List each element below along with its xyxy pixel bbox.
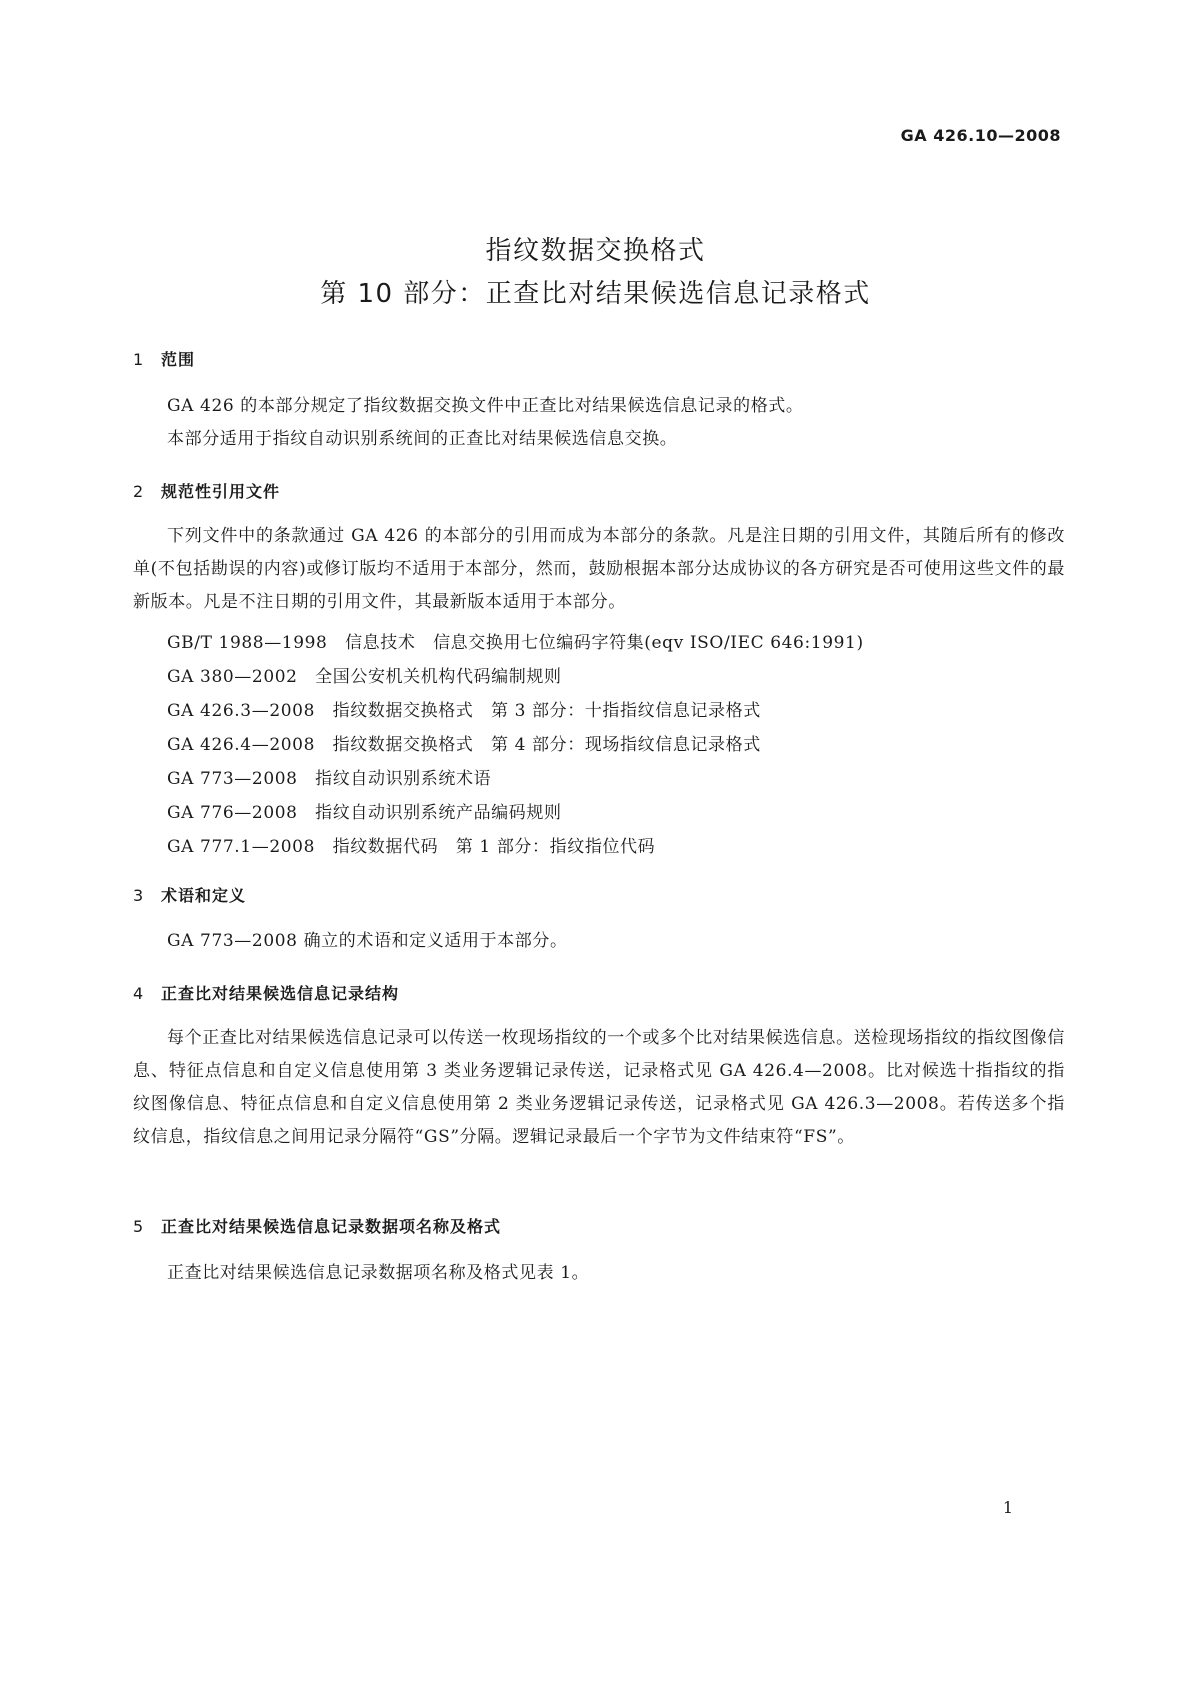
- section-title: 正查比对结果候选信息记录结构: [161, 984, 400, 1003]
- paragraph: 本部分适用于指纹自动识别系统间的正查比对结果候选信息交换。: [167, 429, 678, 449]
- section-heading-4: [133, 981, 399, 1004]
- reference-item: GA 773—2008 指纹自动识别系统术语: [167, 769, 492, 789]
- paragraph: 每个正查比对结果候选信息记录可以传送一枚现场指纹的一个或多个比对结果候选信息。送检现场指纹的指纹图像信息、特征点信息和自定义信息使用第 3 类业务逻辑记录传送，记录格式见 GA 426.4—2008。比对候选十指指纹的指纹图像信息、特征点信息和自定义信息使用第 2 类业务逻辑记录传送，记录格式见 GA 426.3—2008。若传送多个指纹信息，指纹信息之间用记录分隔符“GS”分隔。逻辑记录最后一个字节为文件结束符“FS”。: [133, 1028, 1065, 1147]
- reference-item: GA 776—2008 指纹自动识别系统产品编码规则: [167, 803, 562, 823]
- section-title: 范围: [161, 350, 196, 369]
- section-heading-3: [133, 883, 246, 906]
- section-heading-5: [133, 1214, 501, 1237]
- paragraph: 下列文件中的条款通过 GA 426 的本部分的引用而成为本部分的条款。凡是注日期的引用文件，其随后所有的修改单(不包括勘误的内容)或修订版均不适用于本部分，然而，鼓励根据本部分达成协议的各方研究是否可使用这些文件的最新版本。凡是不注日期的引用文件，其最新版本适用于本部分。: [133, 526, 1065, 612]
- section-title: 规范性引用文件: [161, 482, 281, 501]
- standard-number: GA 426.10—2008: [900, 126, 1061, 145]
- document-title: 指纹数据交换格式: [485, 236, 706, 266]
- section-number: 4: [133, 984, 145, 1003]
- page-number: 1: [1002, 1498, 1013, 1517]
- section-number: 3: [133, 886, 145, 905]
- reference-item: GA 777.1—2008 指纹数据代码 第 1 部分：指纹指位代码: [167, 837, 656, 857]
- document-subtitle: 第 10 部分：正查比对结果候选信息记录格式: [320, 279, 871, 309]
- paragraph: GA 773—2008 确立的术语和定义适用于本部分。: [167, 931, 568, 951]
- reference-item: GB/T 1988—1998 信息技术 信息交换用七位编码字符集(eqv ISO/IEC 646:1991): [167, 633, 864, 653]
- paragraph: 正查比对结果候选信息记录数据项名称及格式见表 1。: [167, 1263, 590, 1283]
- reference-item: GA 380—2002 全国公安机关机构代码编制规则: [167, 667, 562, 687]
- section-title: 术语和定义: [161, 886, 247, 905]
- reference-item: GA 426.3—2008 指纹数据交换格式 第 3 部分：十指指纹信息记录格式: [167, 701, 761, 721]
- reference-item: GA 426.4—2008 指纹数据交换格式 第 4 部分：现场指纹信息记录格式: [167, 735, 761, 755]
- section-heading-2: [133, 479, 280, 502]
- section-number: 5: [133, 1217, 145, 1236]
- paragraph: GA 426 的本部分规定了指纹数据交换文件中正查比对结果候选信息记录的格式。: [167, 396, 804, 416]
- section-number: 2: [133, 482, 145, 501]
- section-number: 1: [133, 350, 145, 369]
- section-title: 正查比对结果候选信息记录数据项名称及格式: [161, 1217, 502, 1236]
- section-heading-1: [133, 347, 195, 370]
